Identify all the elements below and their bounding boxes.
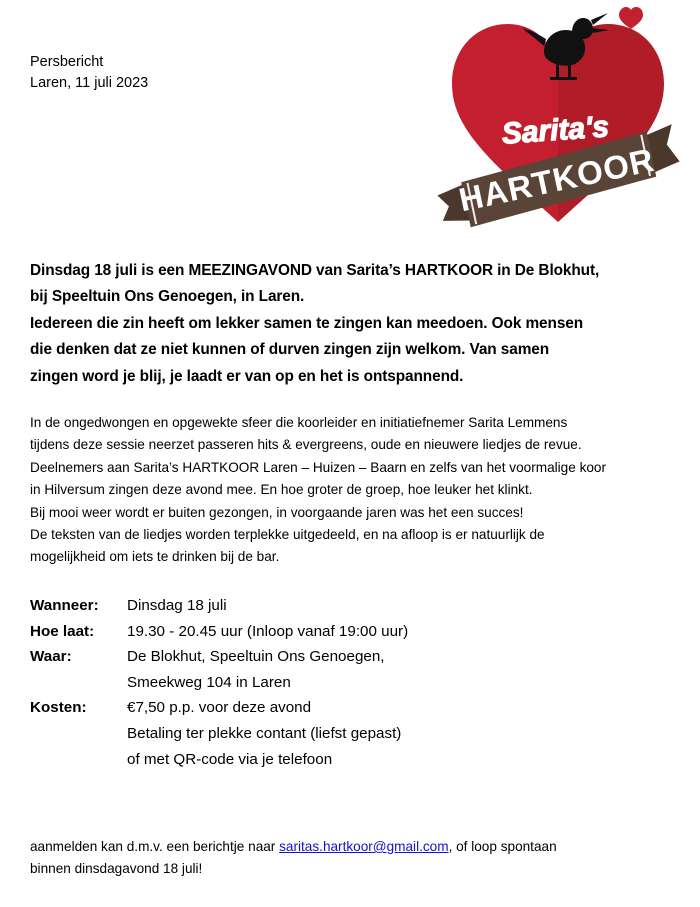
detail-value: 19.30 - 20.45 uur (Inloop vanaf 19:00 uur)	[127, 622, 409, 640]
headline-line-2: bij Speeltuin Ons Genoegen, in Laren.	[30, 288, 305, 306]
note-heart-large-icon	[619, 7, 643, 29]
body-paragraph	[30, 412, 678, 569]
detail-value: Dinsdag 18 juli	[127, 597, 227, 614]
logo-banner-text: HARTKOOR	[455, 140, 658, 219]
body-line-4: in Hilversum zingen deze avond mee. En hoe groter de groep, hoe leuker het klinkt.	[30, 482, 533, 498]
headline-line-4: die denken dat ze niet kunnen of durven zingen zijn welkom. Van samen	[30, 341, 550, 359]
sarita-hartkoor-logo	[432, 6, 684, 228]
body-line-7: mogelijkheid om iets te drinken bij de bar.	[30, 549, 280, 565]
footer-suffix-text: , of loop spontaan	[448, 839, 557, 854]
detail-label	[30, 721, 127, 747]
headline-line-3: Iedereen die zin heeft om lekker samen te zingen kan meedoen. Ook mensen	[30, 314, 584, 332]
body-line-6: De teksten van de liedjes worden terplekke uitgedeeld, en na afloop is er natuurlijk de	[30, 527, 545, 543]
headline-block	[30, 258, 675, 390]
detail-label	[30, 747, 127, 773]
email-link[interactable]: saritas.hartkoor@gmail.com	[279, 839, 449, 854]
document-meta	[30, 52, 148, 94]
body-line-2: tijdens deze sessie neerzet passeren hits & evergreens, oude en nieuwere liedjes de revue.	[30, 437, 582, 453]
body-line-1: In de ongedwongen en opgewekte sfeer die koorleider en initiatiefnemer Sarita Lemmens	[30, 415, 568, 430]
detail-value: Betaling ter plekke contant (liefst gepast)	[127, 724, 402, 742]
footer-block	[30, 836, 678, 881]
footer-line-1	[30, 836, 678, 858]
headline-line-5: zingen word je blij, je laadt er van op en het is ontspannend.	[30, 367, 464, 385]
event-details-body	[30, 593, 408, 772]
table-row	[30, 695, 408, 721]
footer-line-2: binnen dinsdagavond 18 juli!	[30, 861, 203, 877]
headline-line-1: Dinsdag 18 juli is een MEEZINGAVOND van Sarita’s HARTKOOR in De Blokhut,	[30, 262, 600, 279]
detail-value: Smeekweg 104 in Laren	[127, 673, 291, 691]
detail-label: Hoe laat:	[30, 622, 95, 640]
table-row	[30, 593, 408, 619]
table-row	[30, 747, 408, 773]
detail-label: Kosten:	[30, 699, 87, 717]
detail-label: Wanneer:	[30, 597, 99, 614]
meta-line-press-release: Persbericht	[30, 54, 104, 70]
detail-value: De Blokhut, Speeltuin Ons Genoegen,	[127, 648, 385, 666]
logo-brand-script: Sarita's	[500, 110, 610, 151]
table-row	[30, 721, 408, 747]
table-row	[30, 670, 408, 696]
event-details-table	[30, 593, 408, 772]
detail-label	[30, 670, 127, 696]
detail-value: €7,50 p.p. voor deze avond	[127, 699, 312, 717]
body-line-3: Deelnemers aan Sarita’s HARTKOOR Laren – Huizen – Baarn en zelfs van het voormalige koor	[30, 459, 607, 475]
table-row	[30, 619, 408, 645]
detail-value: of met QR-code via je telefoon	[127, 750, 333, 768]
footer-prefix-text: aanmelden kan d.m.v. een berichtje naar	[30, 839, 280, 854]
table-row	[30, 644, 408, 670]
detail-label: Waar:	[30, 648, 72, 666]
body-line-5: Bij mooi weer wordt er buiten gezongen, in voorgaande jaren was het een succes!	[30, 504, 524, 520]
meta-line-place-date: Laren, 11 juli 2023	[30, 75, 149, 91]
